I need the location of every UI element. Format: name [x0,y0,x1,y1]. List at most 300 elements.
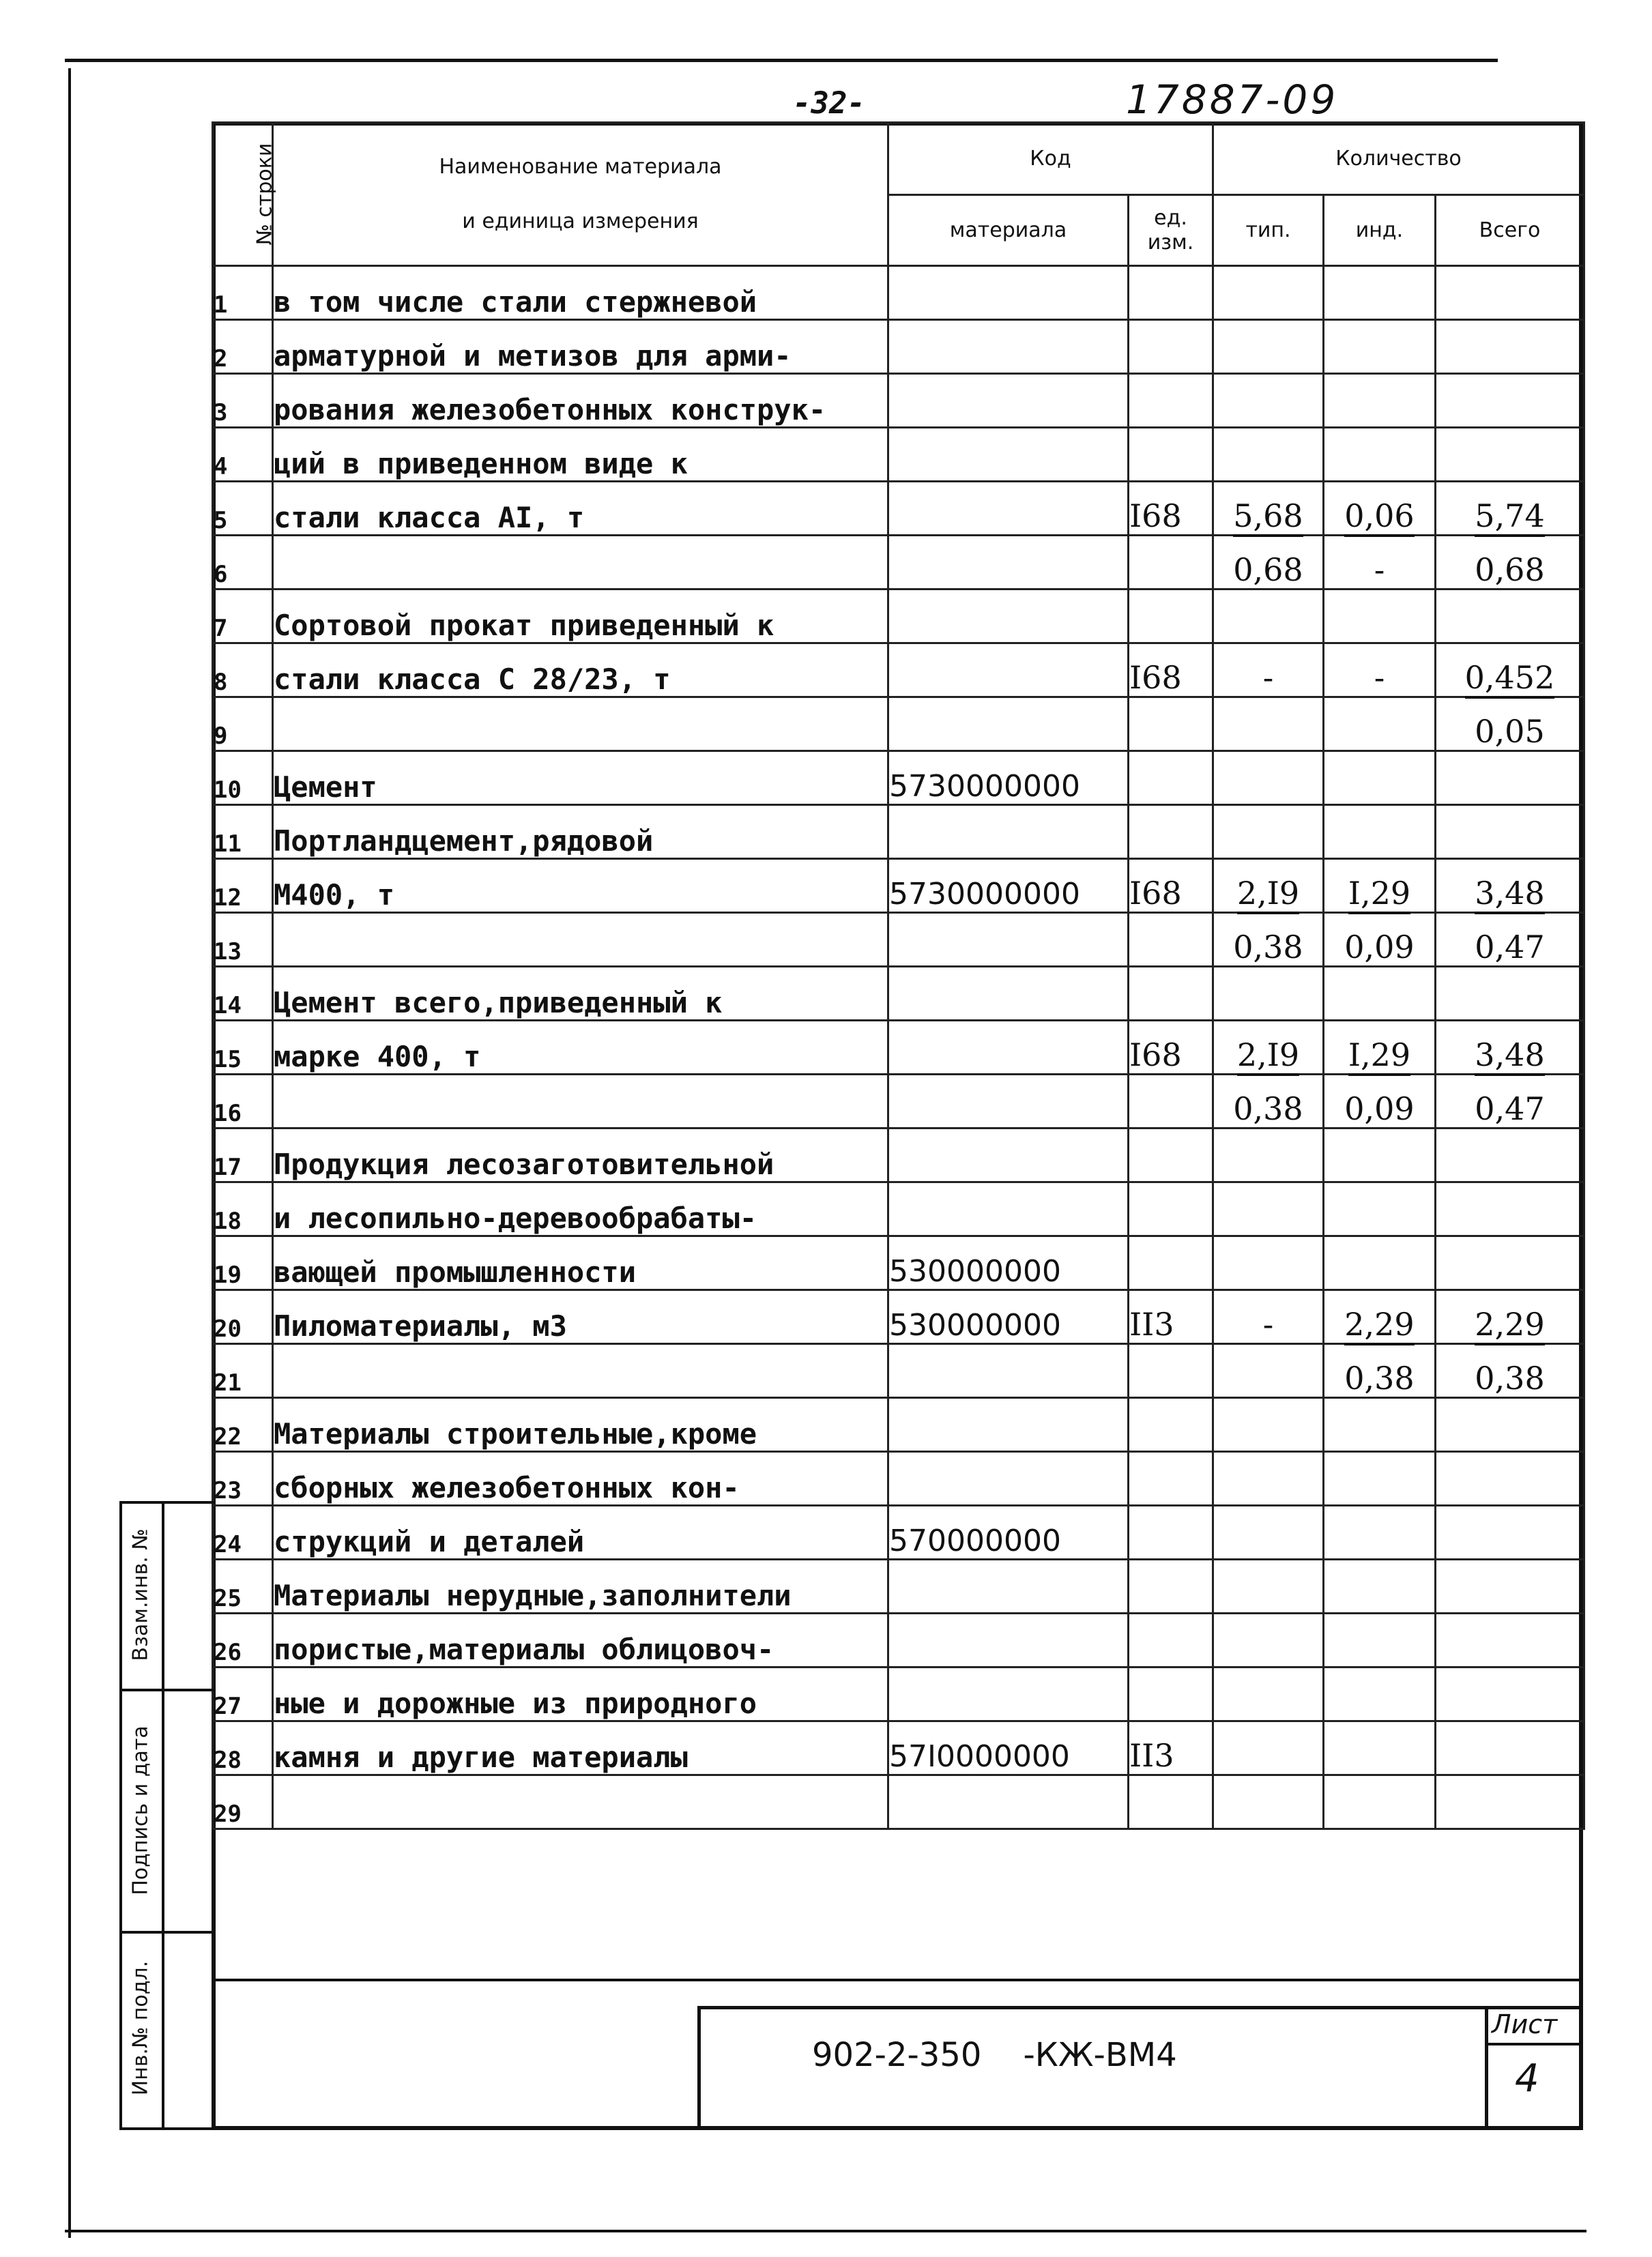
row-number-text: 5 [214,507,228,534]
qty-ind [1324,374,1436,428]
row-number [213,589,273,643]
qty-ind [1324,859,1436,913]
qty-ind [1324,1290,1436,1344]
header-code-material: материала [888,195,1129,266]
material-code [888,1668,1129,1721]
title-block-doc-code: 902-2-350 -КЖ-ВМ4 [812,2036,1177,2074]
table-row [213,266,1584,320]
material-name [273,1668,888,1721]
qty-total-text: 2,29 [1475,1306,1544,1345]
qty-total [1436,913,1584,967]
row-number-text: 26 [214,1639,242,1666]
material-code [888,589,1129,643]
qty-ind [1324,1128,1436,1182]
material-code [888,913,1129,967]
table-row [213,967,1584,1021]
row-number [213,428,273,482]
frame-rule-left [68,68,71,2238]
material-name-text: арматурной и метизов для арми- [274,339,792,373]
table-row [213,536,1584,589]
qty-total [1436,1560,1584,1614]
qty-ind-text: 0,06 [1344,497,1414,537]
table-row [213,859,1584,913]
qty-total [1436,805,1584,859]
qty-ind-text: 0,09 [1344,929,1415,965]
footer-band-top-rule [212,1979,1583,1981]
qty-ind [1324,805,1436,859]
material-name [273,1560,888,1614]
material-name [273,1721,888,1775]
material-name [273,805,888,859]
qty-typ-text: 5,68 [1233,497,1303,537]
row-number-text: 21 [214,1369,242,1397]
document-number: 17887-09 [1126,76,1339,123]
qty-typ [1213,1614,1324,1668]
material-code [888,859,1129,913]
qty-ind [1324,1560,1436,1614]
material-name [273,374,888,428]
unit-of-measure [1129,967,1213,1021]
table-body [213,266,1584,1829]
qty-ind [1324,1775,1436,1829]
unit-of-measure [1129,320,1213,374]
row-number [213,805,273,859]
row-number-text: 7 [214,615,228,642]
qty-total-text: 3,48 [1475,875,1544,914]
material-name [273,320,888,374]
material-code [888,428,1129,482]
material-name-text: камня и другие материалы [274,1741,688,1774]
row-number [213,266,273,320]
qty-typ [1213,913,1324,967]
qty-typ [1213,805,1324,859]
unit-of-measure [1129,1452,1213,1506]
unit-of-measure-text: I68 [1129,875,1182,912]
qty-total [1436,859,1584,913]
row-number [213,1182,273,1236]
material-name-text: вающей промышленности [274,1255,637,1289]
qty-total [1436,1721,1584,1775]
qty-total-text: 5,74 [1475,497,1544,537]
material-code [888,536,1129,589]
qty-total [1436,643,1584,697]
side-label-signature-date: Подпись и дата [128,1725,153,1895]
material-name-text: Цемент всего,приведенный к [274,986,723,1019]
unit-of-measure [1129,1560,1213,1614]
qty-total [1436,1452,1584,1506]
unit-of-measure [1129,751,1213,805]
material-code [888,1398,1129,1452]
unit-of-measure [1129,266,1213,320]
table-row [213,320,1584,374]
qty-ind [1324,697,1436,751]
qty-ind [1324,1398,1436,1452]
material-name-text: Материалы нерудные,заполнители [274,1579,792,1612]
row-number-text: 16 [214,1100,242,1127]
row-number-text: 25 [214,1585,242,1612]
qty-ind [1324,1236,1436,1290]
material-name-text: Портландцемент,рядовой [274,824,654,858]
row-number-text: 11 [214,830,242,858]
qty-total-text: 0,47 [1475,1090,1545,1127]
header-row-number: № строки [213,123,273,266]
material-name [273,1021,888,1075]
material-code [888,320,1129,374]
unit-of-measure-text: II3 [1129,1306,1174,1343]
table-row [213,1614,1584,1668]
material-name-text: Пиломатериалы, м3 [274,1309,567,1343]
qty-typ [1213,1344,1324,1398]
material-name [273,1236,888,1290]
qty-typ-text: 2,I9 [1237,875,1299,914]
material-name [273,697,888,751]
unit-of-measure [1129,482,1213,536]
qty-typ [1213,1398,1324,1452]
row-number [213,697,273,751]
unit-of-measure [1129,1021,1213,1075]
qty-ind [1324,1506,1436,1560]
row-number-text: 20 [214,1315,242,1343]
qty-ind [1324,320,1436,374]
material-name-text: стали класса С 28/23, т [274,662,671,696]
qty-total [1436,1182,1584,1236]
qty-typ [1213,1075,1324,1128]
row-number [213,1398,273,1452]
material-code [888,1614,1129,1668]
row-number-text: 13 [214,938,242,965]
qty-total-text: 0,38 [1475,1360,1545,1397]
unit-of-measure-text: II3 [1129,1737,1174,1774]
material-code [888,1452,1129,1506]
table-row [213,643,1584,697]
material-name-text: Продукция лесозаготовительной [274,1148,774,1181]
qty-typ [1213,1560,1324,1614]
qty-ind [1324,751,1436,805]
material-name [273,1290,888,1344]
qty-typ [1213,1452,1324,1506]
table-row [213,697,1584,751]
qty-typ-text: - [1262,1306,1274,1343]
header-material-name [273,123,888,266]
material-code [888,1775,1129,1829]
row-number [213,1075,273,1128]
qty-typ-text: 0,68 [1233,551,1303,588]
title-block-sheet-label: Лист [1492,2009,1558,2039]
qty-typ [1213,1668,1324,1721]
qty-total [1436,1236,1584,1290]
qty-ind [1324,1075,1436,1128]
qty-ind [1324,967,1436,1021]
table-row [213,1021,1584,1075]
qty-ind [1324,1344,1436,1398]
qty-total-text: 0,452 [1465,659,1555,699]
table-row [213,751,1584,805]
row-number [213,1775,273,1829]
row-number-text: 1 [214,291,228,319]
material-name [273,536,888,589]
header-name-line2: и единица измерения [462,209,699,233]
qty-typ [1213,374,1324,428]
material-code [888,1560,1129,1614]
material-code-text: 57I0000000 [889,1739,1070,1774]
table-row [213,1398,1584,1452]
qty-ind [1324,1021,1436,1075]
row-number [213,913,273,967]
qty-ind [1324,1182,1436,1236]
row-number-text: 6 [214,561,228,588]
material-code [888,805,1129,859]
row-number-text: 14 [214,992,242,1019]
row-number [213,1344,273,1398]
table-row [213,1075,1584,1128]
material-code [888,1182,1129,1236]
row-number-text: 15 [214,1046,242,1073]
qty-typ [1213,536,1324,589]
row-number-text: 19 [214,1262,242,1289]
material-name [273,1506,888,1560]
material-code [888,1075,1129,1128]
material-code-text: 530000000 [889,1254,1061,1289]
qty-typ [1213,643,1324,697]
unit-of-measure [1129,697,1213,751]
unit-of-measure [1129,1721,1213,1775]
material-name-text: ций в приведенном виде к [274,447,688,480]
material-name [273,913,888,967]
qty-ind [1324,266,1436,320]
qty-typ [1213,589,1324,643]
table-row [213,1452,1584,1506]
unit-of-measure [1129,859,1213,913]
row-number [213,1560,273,1614]
row-number-text: 8 [214,669,228,696]
unit-of-measure [1129,1775,1213,1829]
material-code [888,967,1129,1021]
qty-typ [1213,266,1324,320]
qty-typ [1213,482,1324,536]
qty-total-text: 3,48 [1475,1036,1544,1076]
qty-ind [1324,1721,1436,1775]
row-number [213,1506,273,1560]
table-row [213,1344,1584,1398]
qty-total [1436,1668,1584,1721]
materials-table [212,121,1585,1830]
side-label-replacement-inv: Взам.инв. № [128,1528,153,1661]
row-number-text: 23 [214,1477,242,1504]
unit-of-measure-text: I68 [1129,659,1182,696]
unit-of-measure [1129,1614,1213,1668]
header-name-line1: Наименование материала [439,154,722,179]
row-number [213,536,273,589]
material-code [888,1506,1129,1560]
qty-typ [1213,1182,1324,1236]
header-ind: инд. [1324,195,1436,266]
side-stamp-rule-1 [119,1501,122,2130]
qty-total [1436,751,1584,805]
material-name-text: струкций и деталей [274,1525,585,1558]
row-number-text: 12 [214,884,242,912]
material-name-text: марке 400, т [274,1040,481,1073]
unit-of-measure [1129,1075,1213,1128]
table-row [213,1560,1584,1614]
qty-total [1436,320,1584,374]
row-number [213,320,273,374]
unit-of-measure [1129,643,1213,697]
header-code: Код [888,123,1213,195]
side-stamp-rule-bottom [119,2127,214,2130]
table-row [213,482,1584,536]
qty-typ-text: 0,38 [1233,1090,1303,1127]
unit-of-measure [1129,1506,1213,1560]
row-number [213,374,273,428]
material-code [888,751,1129,805]
page-number: -32- [793,86,865,121]
material-code [888,1021,1129,1075]
unit-of-measure [1129,805,1213,859]
qty-ind-text: - [1374,659,1385,696]
material-name-text: ные и дорожные из природного [274,1687,757,1720]
unit-of-measure [1129,1290,1213,1344]
qty-typ-text: 0,38 [1233,929,1303,965]
qty-total [1436,1506,1584,1560]
table-row [213,913,1584,967]
material-code [888,266,1129,320]
qty-typ [1213,428,1324,482]
qty-typ [1213,751,1324,805]
qty-typ [1213,967,1324,1021]
qty-ind-text: I,29 [1348,875,1410,914]
material-name [273,1128,888,1182]
qty-typ-text: 2,I9 [1237,1036,1299,1076]
sheet-box-divider [1485,2043,1583,2045]
side-label-original-inv: Инв.№ подл. [128,1960,153,2096]
qty-total [1436,1344,1584,1398]
qty-typ [1213,1506,1324,1560]
material-name [273,859,888,913]
qty-typ [1213,1721,1324,1775]
qty-typ [1213,1290,1324,1344]
material-code-text: 5730000000 [889,769,1080,804]
material-code-text: 570000000 [889,1524,1061,1558]
row-number [213,1021,273,1075]
material-name [273,1344,888,1398]
material-name [273,266,888,320]
qty-total [1436,536,1584,589]
qty-typ [1213,1775,1324,1829]
material-name-text: сборных железобетонных кон- [274,1471,740,1504]
row-number-text: 10 [214,776,242,804]
unit-of-measure [1129,1398,1213,1452]
qty-total [1436,1775,1584,1829]
table-row [213,1668,1584,1721]
table-row [213,589,1584,643]
qty-total [1436,1128,1584,1182]
material-code [888,1344,1129,1398]
header-total: Всего [1436,195,1584,266]
row-number-text: 2 [214,345,228,373]
row-number-text: 28 [214,1747,242,1774]
row-number [213,1236,273,1290]
table-row [213,1128,1584,1182]
material-name [273,1182,888,1236]
row-number-text: 4 [214,453,228,480]
row-number [213,967,273,1021]
row-number-text: 9 [214,723,228,750]
qty-total [1436,1021,1584,1075]
material-name [273,643,888,697]
row-number-text: 27 [214,1693,242,1720]
unit-of-measure [1129,913,1213,967]
qty-total [1436,1290,1584,1344]
table-row [213,1236,1584,1290]
qty-total [1436,967,1584,1021]
row-number-text: 24 [214,1531,242,1558]
material-name [273,482,888,536]
row-number [213,859,273,913]
qty-total [1436,266,1584,320]
unit-of-measure-text: I68 [1129,497,1182,534]
table-row [213,1506,1584,1560]
material-code [888,1290,1129,1344]
material-name [273,1075,888,1128]
material-code [888,1236,1129,1290]
row-number-text: 29 [214,1801,242,1828]
material-name-text: Сортовой прокат приведенный к [274,609,774,642]
header-unit-line2: изм. [1147,230,1194,254]
frame-rule-top [65,59,1498,62]
qty-typ [1213,859,1324,913]
qty-total [1436,589,1584,643]
table-row [213,805,1584,859]
side-stamp-rule-2 [162,1501,164,2130]
qty-total [1436,482,1584,536]
qty-total-text: 0,47 [1475,929,1545,965]
qty-total [1436,1614,1584,1668]
frame-rule-bottom [65,2230,1586,2232]
qty-ind [1324,428,1436,482]
material-name [273,1398,888,1452]
qty-typ [1213,320,1324,374]
qty-ind [1324,643,1436,697]
row-number [213,1290,273,1344]
unit-of-measure [1129,1128,1213,1182]
material-name [273,967,888,1021]
row-number [213,1452,273,1506]
material-code [888,643,1129,697]
unit-of-measure-text: I68 [1129,1036,1182,1073]
material-name [273,589,888,643]
qty-typ [1213,697,1324,751]
material-name-text: рования железобетонных конструк- [274,393,826,426]
material-name [273,751,888,805]
unit-of-measure [1129,1182,1213,1236]
qty-total [1436,374,1584,428]
header-unit-line1: ед. [1154,205,1187,230]
table-row [213,428,1584,482]
qty-typ [1213,1021,1324,1075]
qty-typ [1213,1236,1324,1290]
row-number [213,751,273,805]
material-code [888,1128,1129,1182]
header-unit [1129,195,1213,266]
material-code [888,697,1129,751]
qty-total-text: 0,68 [1475,551,1545,588]
material-name-text: Материалы строительные,кроме [274,1417,757,1451]
qty-ind [1324,913,1436,967]
material-code-text: 530000000 [889,1308,1061,1343]
material-code [888,482,1129,536]
qty-total [1436,1398,1584,1452]
material-name [273,428,888,482]
